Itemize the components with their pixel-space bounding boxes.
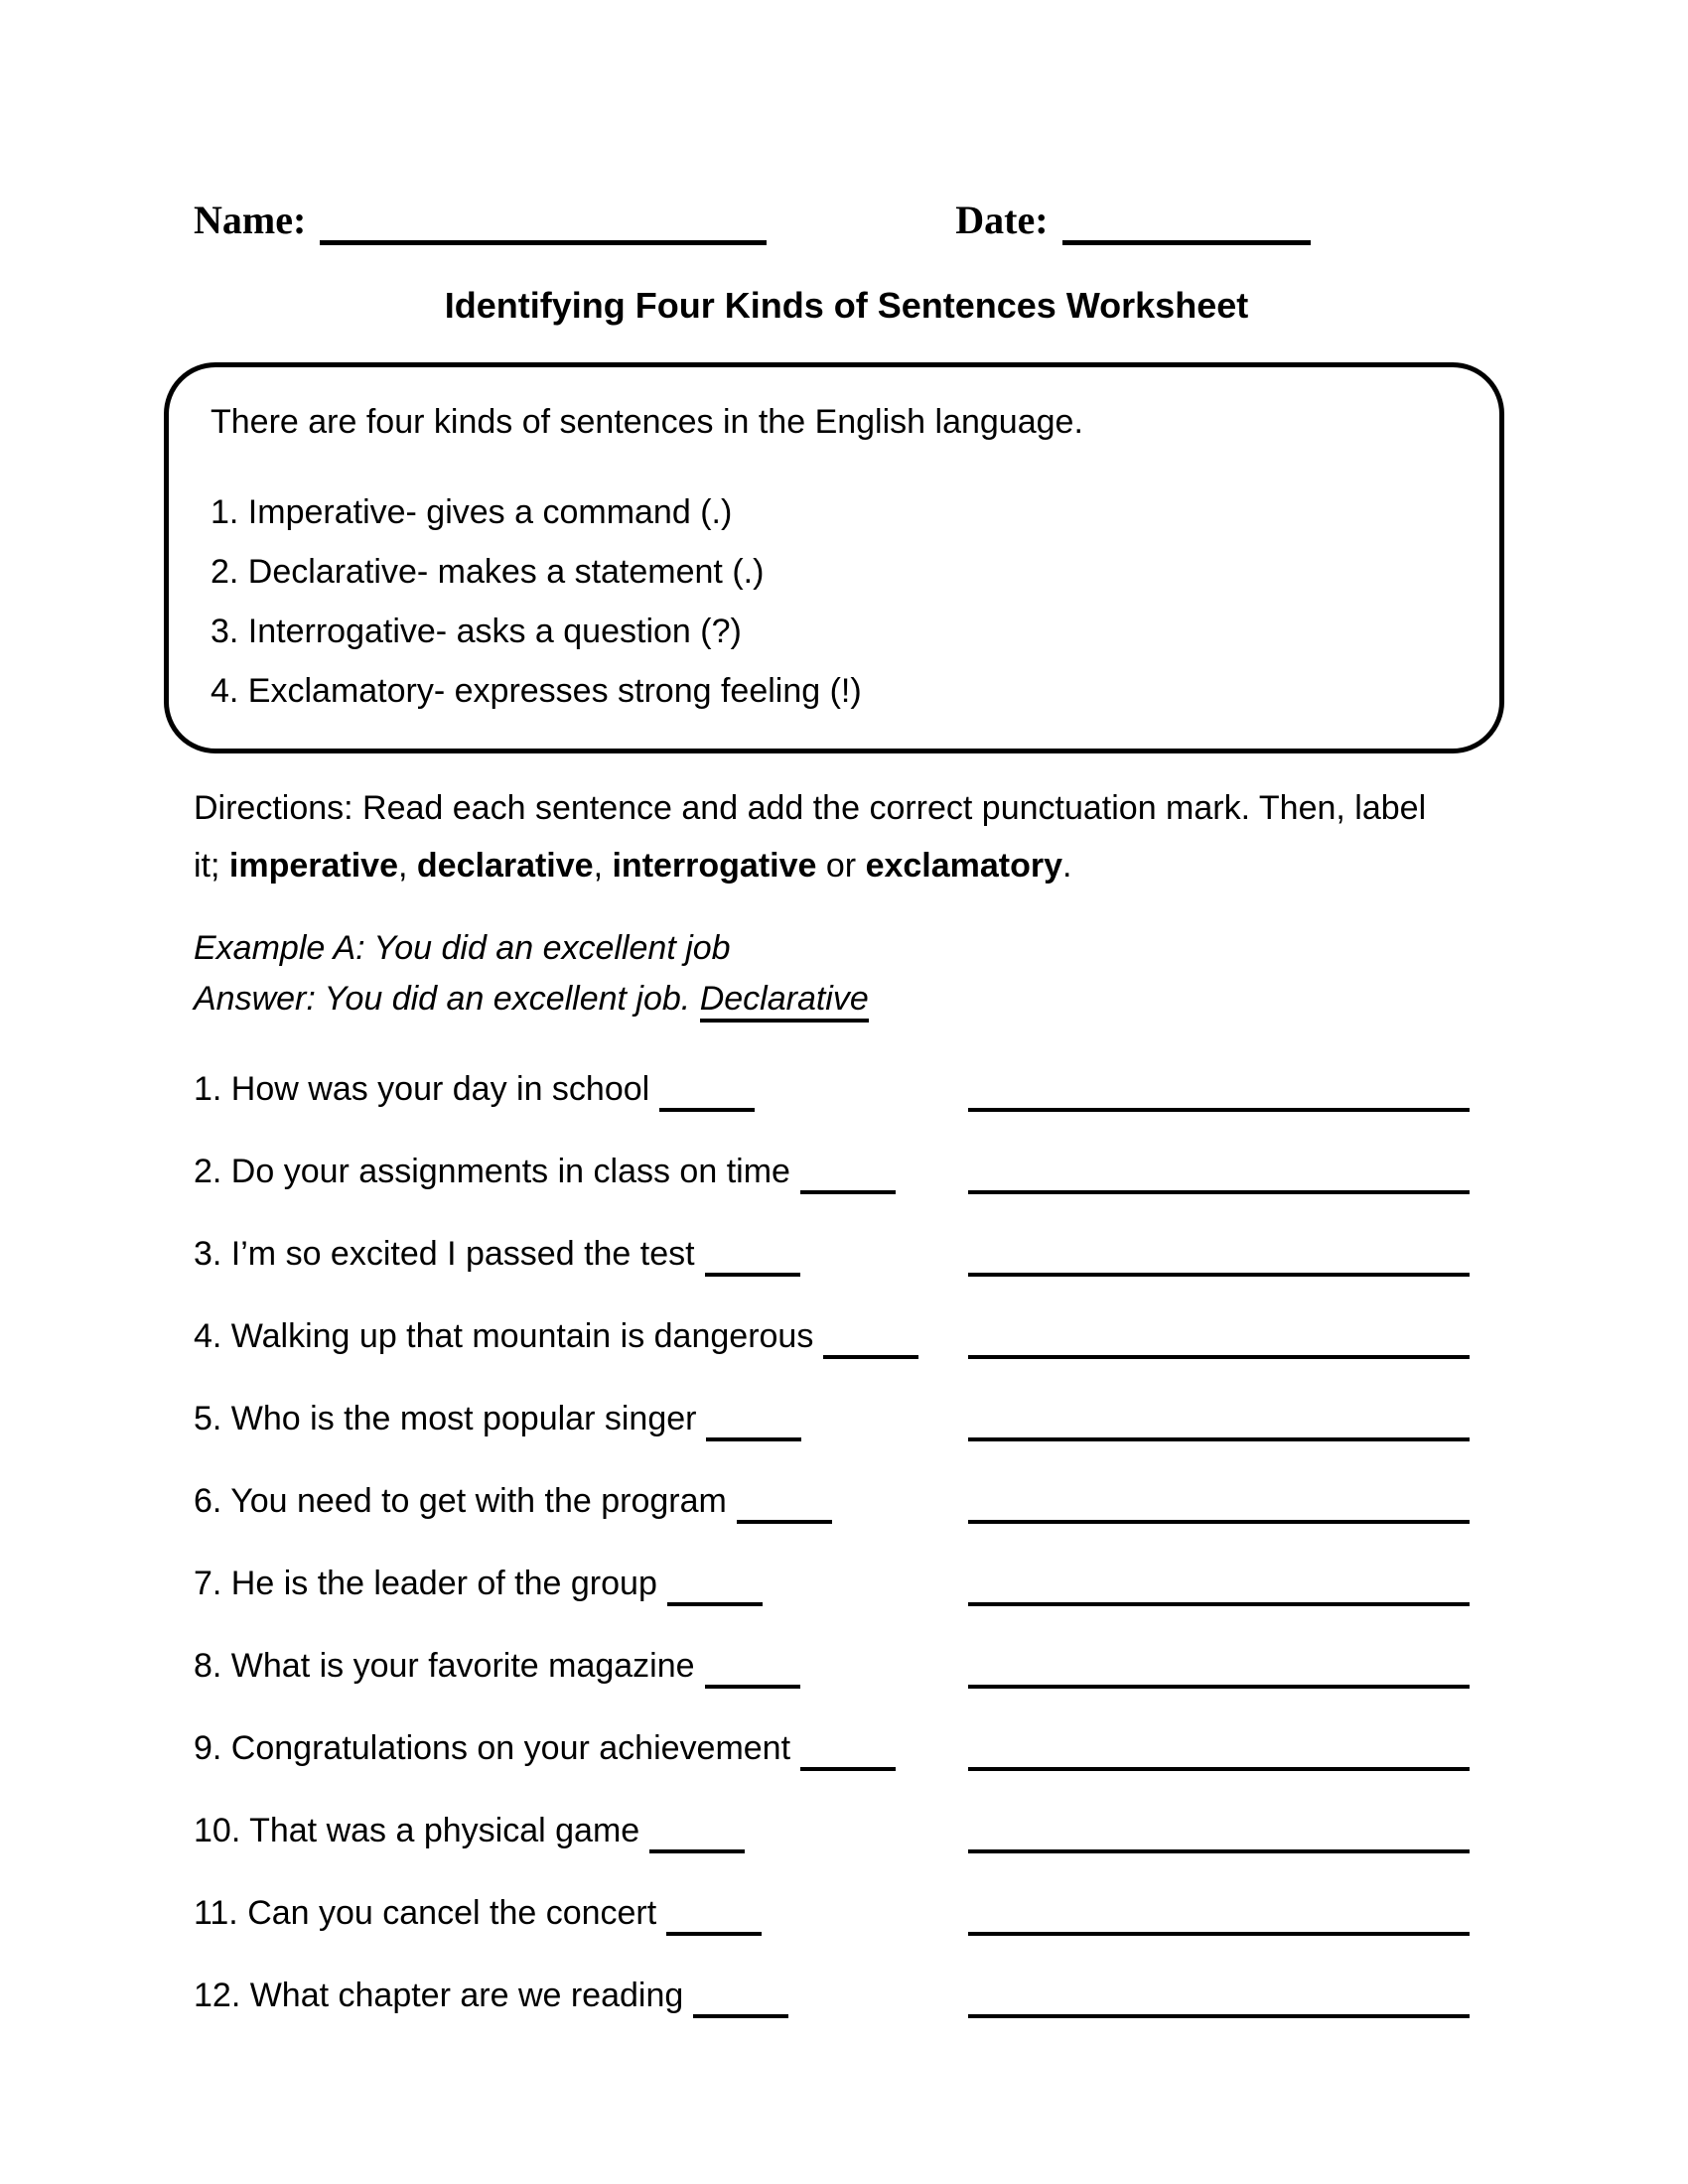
info-item-interrogative: 3. Interrogative- asks a question (?): [211, 613, 742, 650]
or-word: or: [816, 847, 866, 886]
question-text: 4. Walking up that mountain is dangerous: [194, 1316, 814, 1355]
name-blank-line: [320, 240, 767, 245]
punctuation-blank: [659, 1108, 755, 1112]
date-blank-line: [1062, 240, 1311, 245]
question-row-3: [194, 1235, 1470, 1274]
term-imperative: imperative: [228, 847, 398, 886]
header: [194, 197, 1499, 243]
label-blank: [968, 1108, 1470, 1112]
question-row-6: [194, 1482, 1470, 1521]
info-item-imperative: 1. Imperative- gives a command (.): [211, 493, 733, 531]
punctuation-blank: [667, 1602, 763, 1606]
label-blank: [968, 1932, 1470, 1936]
date-label: Date:: [955, 198, 1049, 242]
punctuation-blank: [705, 1273, 800, 1277]
date-field-group: [955, 197, 1310, 243]
info-item-exclamatory: 4. Exclamatory- expresses strong feeling (!): [211, 672, 862, 710]
question-row-9: [194, 1729, 1470, 1768]
directions-line-1: Directions: Read each sentence and add the correct punctuation mark. Then, label: [194, 789, 1427, 827]
label-blank: [968, 1273, 1470, 1277]
question-text: 2. Do your assignments in class on time: [194, 1152, 790, 1190]
question-row-7: [194, 1565, 1470, 1603]
term-exclamatory: exclamatory: [865, 847, 1063, 886]
directions-line-2: [194, 837, 1499, 894]
label-blank: [968, 2014, 1470, 2018]
question-row-4: [194, 1317, 1470, 1356]
info-item-declarative: 2. Declarative- makes a statement (.): [211, 553, 765, 591]
punctuation-blank: [666, 1932, 762, 1936]
answer-prefix: Answer: You did an excellent job.: [194, 979, 700, 1018]
question-text: 3. I’m so excited I passed the test: [194, 1234, 695, 1273]
label-blank: [968, 1437, 1470, 1441]
term-interrogative: interrogative: [612, 847, 817, 886]
question-row-11: [194, 1894, 1470, 1933]
term-declarative: declarative: [416, 847, 594, 886]
question-text: 5. Who is the most popular singer: [194, 1399, 697, 1437]
label-blank: [968, 1190, 1470, 1194]
question-row-8: [194, 1647, 1470, 1686]
example-block: [194, 923, 1499, 1024]
question-text: 10. That was a physical game: [194, 1811, 640, 1849]
question-text: 11. Can you cancel the concert: [194, 1893, 657, 1932]
punctuation-blank: [693, 2014, 788, 2018]
comma: ,: [593, 847, 613, 886]
question-row-1: [194, 1070, 1470, 1109]
question-row-10: [194, 1812, 1470, 1850]
name-label: Name:: [194, 198, 307, 242]
question-text: 9. Congratulations on your achievement: [194, 1728, 791, 1767]
period: .: [1062, 847, 1072, 886]
label-blank: [968, 1520, 1470, 1524]
answer-line: [194, 974, 1499, 1024]
answer-word: Declarative: [700, 980, 869, 1023]
question-text: 1. How was your day in school: [194, 1069, 650, 1108]
label-blank: [968, 1849, 1470, 1853]
punctuation-blank: [800, 1767, 896, 1771]
question-text: 8. What is your favorite magazine: [194, 1646, 695, 1685]
example-line: Example A: You did an excellent job: [194, 928, 731, 967]
label-blank: [968, 1685, 1470, 1689]
question-text: 12. What chapter are we reading: [194, 1976, 684, 2014]
info-intro: There are four kinds of sentences in the English language.: [211, 403, 1083, 441]
punctuation-blank: [823, 1355, 918, 1359]
directions: [194, 779, 1499, 895]
page-title: Identifying Four Kinds of Sentences Worksheet: [444, 285, 1249, 326]
label-blank: [968, 1767, 1470, 1771]
name-field-group: [194, 197, 767, 243]
question-text: 7. He is the leader of the group: [194, 1564, 657, 1602]
directions-line2-prefix: it;: [194, 847, 229, 886]
label-blank: [968, 1602, 1470, 1606]
question-list: [194, 1070, 1499, 2015]
question-text: 6. You need to get with the program: [194, 1481, 727, 1520]
label-blank: [968, 1355, 1470, 1359]
question-row-5: [194, 1400, 1470, 1438]
punctuation-blank: [800, 1190, 896, 1194]
question-row-12: [194, 1977, 1470, 2015]
sentence-types-box: [164, 362, 1504, 753]
question-row-2: [194, 1153, 1470, 1191]
punctuation-blank: [705, 1685, 800, 1689]
punctuation-blank: [737, 1520, 832, 1524]
punctuation-blank: [649, 1849, 745, 1853]
comma: ,: [398, 847, 417, 886]
punctuation-blank: [706, 1437, 801, 1441]
